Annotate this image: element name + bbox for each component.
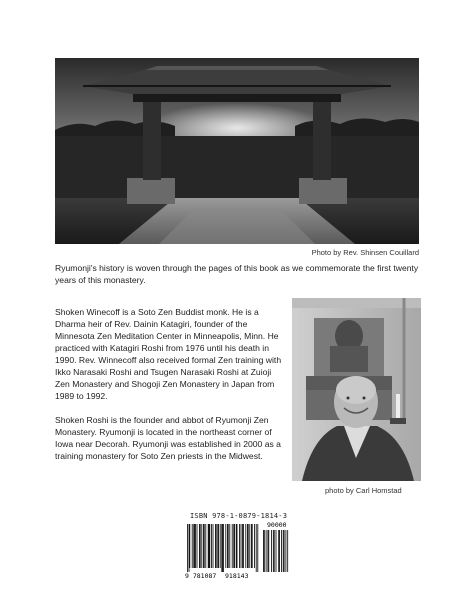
- ean-left-digits: 9 781087: [185, 572, 217, 580]
- barcode-bar: [247, 524, 248, 568]
- barcode-bar: [211, 524, 212, 568]
- pavilion-photo: [55, 58, 419, 244]
- barcode-bar: [245, 524, 246, 568]
- barcode-bar: [241, 524, 242, 568]
- barcode-bar: [218, 524, 219, 568]
- intro-paragraph: Ryumonji's history is woven through the pages of this book as we commemorate the first twenty years of this monastery.: [55, 263, 419, 285]
- barcode-bar: [249, 524, 250, 568]
- isbn-barcode: [183, 520, 291, 580]
- barcode-bar: [208, 524, 209, 568]
- barcode-bar: [237, 524, 238, 568]
- barcode-bar: [215, 524, 216, 568]
- barcode-bar: [257, 524, 258, 572]
- barcode-bar: [239, 524, 240, 568]
- barcode-bar: [248, 524, 249, 568]
- barcode-bar: [228, 524, 229, 568]
- portrait-credit: photo by Carl Homstad: [325, 486, 402, 495]
- barcode-bar: [252, 524, 253, 568]
- barcode-addon-bar: [268, 530, 269, 572]
- barcode-bar: [217, 524, 218, 568]
- price-code: 90000: [267, 521, 287, 529]
- barcode-bar: [256, 524, 257, 572]
- barcode-bar: [205, 524, 206, 568]
- barcode-bar: [221, 524, 222, 572]
- barcode-bar: [229, 524, 230, 568]
- barcode-bar: [234, 524, 235, 568]
- barcode-addon-bar: [278, 530, 279, 572]
- barcode-addon-bar: [268, 530, 269, 572]
- barcode-addon-bar: [281, 530, 282, 572]
- barcode-addon-bar: [276, 530, 277, 572]
- barcode-bar: [254, 524, 255, 568]
- barcode-addon-bar: [271, 530, 272, 572]
- barcode-bar: [195, 524, 196, 568]
- barcode-addon-bar: [287, 530, 288, 572]
- barcode-bar: [194, 524, 195, 568]
- top-photo-credit: Photo by Rev. Shinsen Couillard: [311, 248, 419, 257]
- barcode-bar: [225, 524, 226, 568]
- barcode-bar: [201, 524, 202, 568]
- barcode-addon-bar: [284, 530, 285, 572]
- barcode-bar: [193, 524, 194, 568]
- barcode-addon-bar: [273, 530, 274, 572]
- barcode-addon-bar: [263, 530, 264, 572]
- barcode-bar: [189, 524, 190, 568]
- barcode-bar: [199, 524, 200, 568]
- barcode-bar: [189, 524, 190, 572]
- bio-paragraph-2: Shoken Roshi is the founder and abbot of Ryumonji Zen Monastery. Ryumonji is located in the northeast corner of Iowa near Decorah. Ryumonji was established in 2000 as a training monastery for Soto Zen priests in the Midwest.: [55, 415, 281, 461]
- bio-text: [55, 306, 283, 474]
- barcode-bar: [232, 524, 233, 568]
- barcode-bar: [223, 524, 224, 572]
- barcode-bar: [251, 524, 252, 568]
- barcode-bar: [209, 524, 210, 568]
- barcode-bar: [216, 524, 217, 568]
- barcode-addon-bar: [286, 530, 287, 572]
- barcode-addon-bar: [266, 530, 267, 572]
- barcode-bar: [204, 524, 205, 568]
- barcode-bar: [209, 524, 210, 568]
- barcode-addon-bar: [283, 530, 284, 572]
- barcode-bar: [222, 524, 223, 572]
- barcode-bar: [213, 524, 214, 568]
- barcode-addon-bar: [279, 530, 280, 572]
- barcode-addon-bar: [264, 530, 265, 572]
- barcode-bar: [233, 524, 234, 568]
- portrait-photo: [292, 298, 421, 481]
- isbn-label: ISBN 978-1-0879-1814-3: [190, 512, 288, 520]
- bio-paragraph-1: Shoken Winecoff is a Soto Zen Buddist monk. He is a Dharma heir of Rev. Dainin Katagiri, founder of the Minnesota Zen Meditation Center in Minneapolis, Minn. He practiced with Katagiri Roshi from 1976 until his death in 1990. Rev. Winnecoff also received formal Zen training with Ikko Narasaki Roshi and Tsugen Narasaki Roshi at Zuioji Zen Monastery and Shogoji Zen Monastery in Japan from 1989 to 1992.: [55, 307, 282, 401]
- ean-right-digits: 918143: [225, 572, 249, 580]
- barcode-bar: [236, 524, 237, 568]
- barcode-bar: [187, 524, 188, 572]
- barcode-bar: [220, 524, 221, 568]
- barcode-bar: [227, 524, 228, 568]
- barcode-addon-bar: [274, 530, 275, 572]
- barcode-bar: [192, 524, 193, 568]
- barcode-bar: [200, 524, 201, 568]
- barcode-bar: [197, 524, 198, 568]
- barcode-bar: [242, 524, 243, 568]
- barcode-bar: [243, 524, 244, 568]
- barcode-bar: [203, 524, 204, 568]
